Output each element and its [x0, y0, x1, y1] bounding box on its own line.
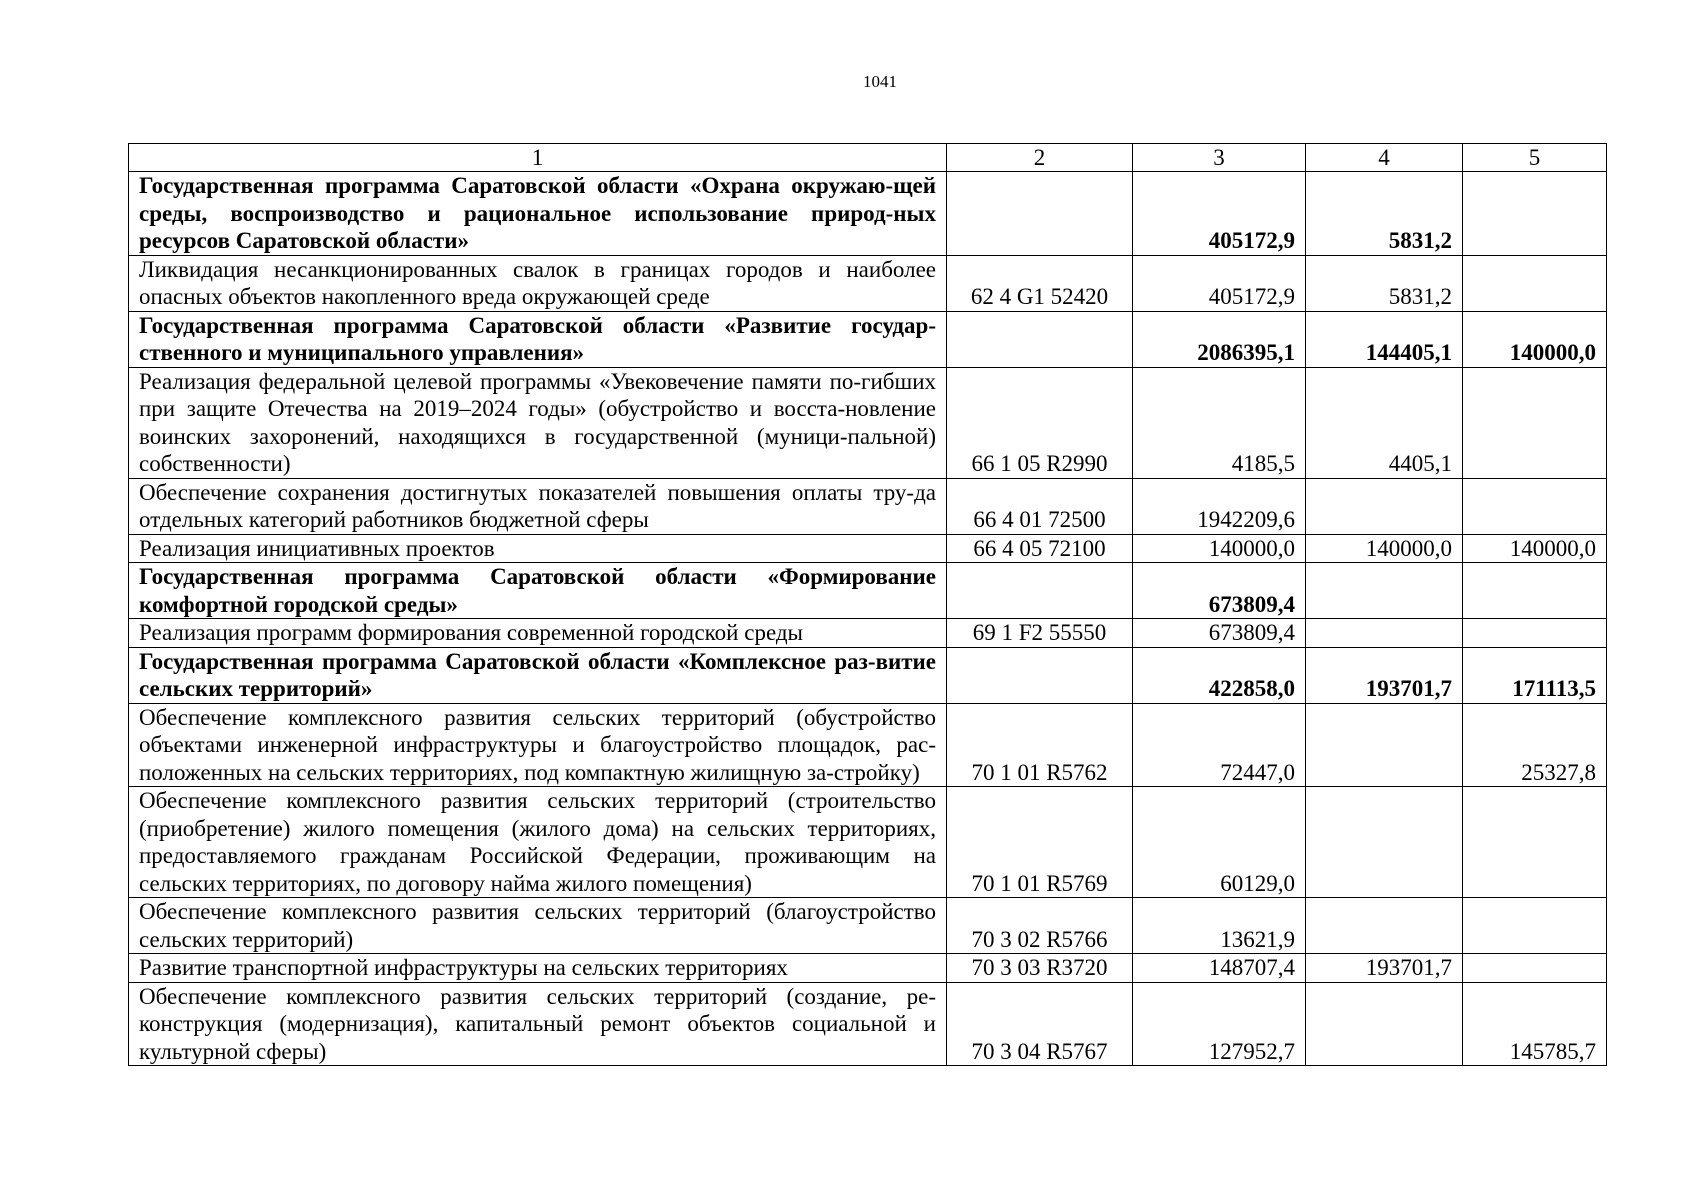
row-value-3: 140000,0	[1133, 534, 1306, 563]
row-value-3: 422858,0	[1133, 647, 1306, 703]
row-value-5: 25327,8	[1463, 703, 1607, 787]
row-code	[947, 172, 1133, 256]
header-col-1: 1	[129, 144, 947, 172]
row-value-3: 127952,7	[1133, 982, 1306, 1066]
row-value-4	[1306, 787, 1463, 898]
row-value-4	[1306, 563, 1463, 619]
row-name: Реализация инициативных проектов	[129, 534, 947, 563]
row-value-5: 140000,0	[1463, 534, 1607, 563]
row-value-4	[1306, 982, 1463, 1066]
row-value-3: 60129,0	[1133, 787, 1306, 898]
row-code	[947, 647, 1133, 703]
row-value-3: 72447,0	[1133, 703, 1306, 787]
item-row	[129, 787, 1607, 898]
row-value-3: 405172,9	[1133, 172, 1306, 256]
row-name: Обеспечение сохранения достигнутых показателей повышения оплаты тру-да отдельных категорий работников бюджетной сферы	[129, 478, 947, 534]
row-code: 70 1 01 R5762	[947, 703, 1133, 787]
row-name: Развитие транспортной инфраструктуры на сельских территориях	[129, 954, 947, 983]
row-value-5: 140000,0	[1463, 311, 1607, 367]
row-value-5: 171113,5	[1463, 647, 1607, 703]
header-col-5: 5	[1463, 144, 1607, 172]
row-value-3: 2086395,1	[1133, 311, 1306, 367]
row-name: Обеспечение комплексного развития сельских территорий (благоустройство сельских территорий)	[129, 898, 947, 954]
program-row	[129, 311, 1607, 367]
program-row	[129, 172, 1607, 256]
row-value-3: 13621,9	[1133, 898, 1306, 954]
page-number: 1041	[863, 72, 897, 91]
row-code: 70 3 02 R5766	[947, 898, 1133, 954]
item-row	[129, 954, 1607, 983]
header-col-4: 4	[1306, 144, 1463, 172]
row-name: Обеспечение комплексного развития сельских территорий (обустройство объектами инженерной инфраструктуры и благоустройство площадок, рас-положенных на сельских территориях, под компактную жилищную за-стройку)	[129, 703, 947, 787]
item-row	[129, 898, 1607, 954]
row-code: 66 4 05 72100	[947, 534, 1133, 563]
row-value-3: 673809,4	[1133, 619, 1306, 648]
item-row	[129, 478, 1607, 534]
row-name: Государственная программа Саратовской области «Охрана окружаю-щей среды, воспроизводство и рациональное использование природ-ных ресурсов Саратовской области»	[129, 172, 947, 256]
header-col-2: 2	[947, 144, 1133, 172]
header-row	[129, 144, 1607, 172]
row-name: Государственная программа Саратовской области «Развитие государ-ственного и муниципального управления»	[129, 311, 947, 367]
row-value-5: 145785,7	[1463, 982, 1607, 1066]
row-code: 66 4 01 72500	[947, 478, 1133, 534]
row-code: 69 1 F2 55550	[947, 619, 1133, 648]
program-row	[129, 563, 1607, 619]
row-value-5	[1463, 367, 1607, 478]
row-value-3: 148707,4	[1133, 954, 1306, 983]
item-row	[129, 703, 1607, 787]
row-code: 70 3 03 R3720	[947, 954, 1133, 983]
row-value-5	[1463, 563, 1607, 619]
item-row	[129, 982, 1607, 1066]
program-row	[129, 647, 1607, 703]
row-value-3: 673809,4	[1133, 563, 1306, 619]
row-value-4: 193701,7	[1306, 647, 1463, 703]
row-code: 70 3 04 R5767	[947, 982, 1133, 1066]
row-value-3: 1942209,6	[1133, 478, 1306, 534]
row-value-4	[1306, 478, 1463, 534]
row-value-5	[1463, 898, 1607, 954]
row-name: Обеспечение комплексного развития сельских территорий (строительство (приобретение) жилого помещения (жилого дома) на сельских территориях, предоставляемого гражданам Российской Федерации, проживающим на сельских территориях, по договору найма жилого помещения)	[129, 787, 947, 898]
row-value-5	[1463, 172, 1607, 256]
row-value-4	[1306, 898, 1463, 954]
row-name: Реализация программ формирования современной городской среды	[129, 619, 947, 648]
row-value-4: 140000,0	[1306, 534, 1463, 563]
header-col-3: 3	[1133, 144, 1306, 172]
row-name: Реализация федеральной целевой программы «Увековечение памяти по-гибших при защите Отечества на 2019–2024 годы» (обустройство и восста-новление воинских захоронений, находящихся в государственной (муници-пальной) собственности)	[129, 367, 947, 478]
row-value-4: 4405,1	[1306, 367, 1463, 478]
row-value-4: 193701,7	[1306, 954, 1463, 983]
row-value-3: 4185,5	[1133, 367, 1306, 478]
row-value-5	[1463, 787, 1607, 898]
row-value-5	[1463, 954, 1607, 983]
row-name: Государственная программа Саратовской области «Формирование комфортной городской среды»	[129, 563, 947, 619]
item-row	[129, 367, 1607, 478]
row-value-3: 405172,9	[1133, 255, 1306, 311]
row-value-5	[1463, 478, 1607, 534]
row-code: 70 1 01 R5769	[947, 787, 1133, 898]
row-code: 62 4 G1 52420	[947, 255, 1133, 311]
row-code: 66 1 05 R2990	[947, 367, 1133, 478]
row-value-5	[1463, 255, 1607, 311]
row-name: Ликвидация несанкционированных свалок в границах городов и наиболее опасных объектов накопленного вреда окружающей среде	[129, 255, 947, 311]
budget-table	[128, 143, 1607, 1066]
row-name: Обеспечение комплексного развития сельских территорий (создание, ре-конструкция (модернизация), капитальный ремонт объектов социальной и культурной сферы)	[129, 982, 947, 1066]
item-row	[129, 534, 1607, 563]
item-row	[129, 619, 1607, 648]
row-value-4	[1306, 619, 1463, 648]
row-value-4	[1306, 703, 1463, 787]
row-code	[947, 563, 1133, 619]
item-row	[129, 255, 1607, 311]
row-name: Государственная программа Саратовской области «Комплексное раз-витие сельских территорий»	[129, 647, 947, 703]
row-value-4: 5831,2	[1306, 255, 1463, 311]
row-code	[947, 311, 1133, 367]
row-value-5	[1463, 619, 1607, 648]
row-value-4: 5831,2	[1306, 172, 1463, 256]
row-value-4: 144405,1	[1306, 311, 1463, 367]
